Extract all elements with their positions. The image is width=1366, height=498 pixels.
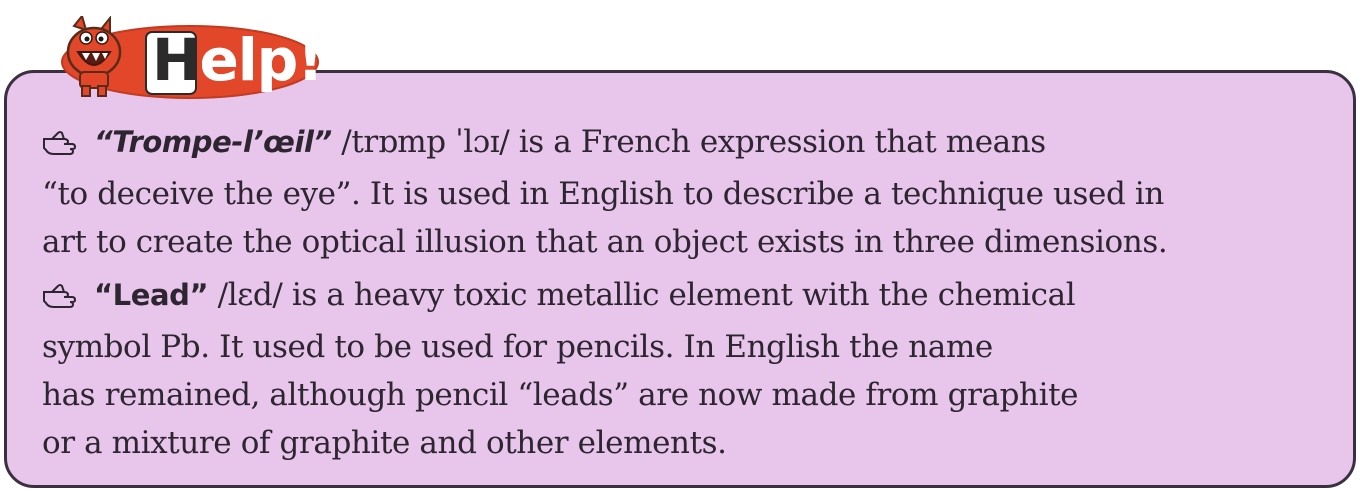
term-trompe-loeil: “Trompe-l’œil” <box>94 125 332 159</box>
pointing-hand-icon <box>42 122 82 170</box>
entry-text: is a heavy toxic metallic element with the chemical <box>291 277 1076 313</box>
pointing-hand-icon <box>42 275 82 323</box>
term-lead: “Lead” <box>94 278 209 312</box>
pronunciation-trompe-loeil: /trɒmp ˈlɔɪ/ <box>341 124 510 160</box>
entry-trompe-loeil <box>42 118 1332 266</box>
help-badge <box>44 16 323 104</box>
help-title-h: H <box>152 26 200 94</box>
entry-text: is a French expression that means <box>518 124 1046 160</box>
help-title <box>152 22 323 98</box>
entry-line: “to deceive the eye”. It is used in English to describe a technique used in <box>42 176 1164 212</box>
help-title-rest: elp! <box>199 26 323 94</box>
entry-lead <box>42 271 1332 467</box>
entry-line <box>42 271 1332 323</box>
entry-line: or a mixture of graphite and other elements. <box>42 425 727 461</box>
entry-line <box>42 118 1332 170</box>
entry-line: has remained, although pencil “leads” are now made from graphite <box>42 377 1079 413</box>
pronunciation-lead: /lɛd/ <box>217 277 283 313</box>
entry-line: art to create the optical illusion that an object exists in three dimensions. <box>42 224 1168 260</box>
help-content <box>42 118 1332 467</box>
entry-line: symbol Pb. It used to be used for pencils. In English the name <box>42 329 993 365</box>
